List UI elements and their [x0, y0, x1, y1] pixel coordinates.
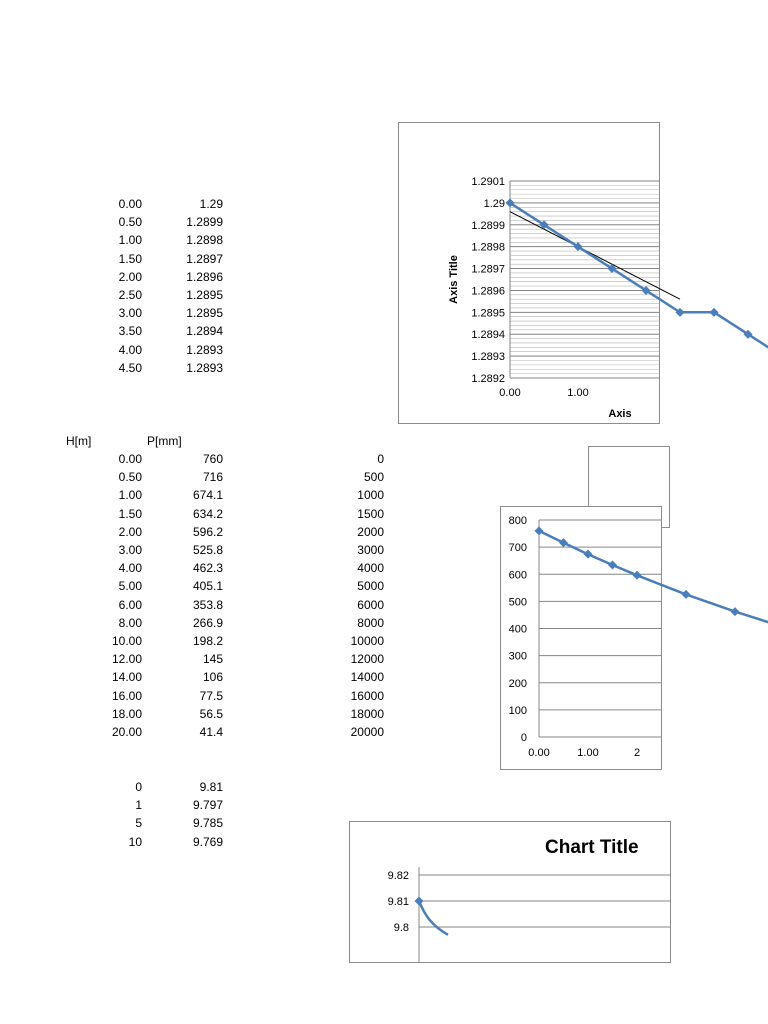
table1-h-cell: 0.50 [118, 215, 142, 230]
table2-h-cell: 8.00 [118, 615, 142, 630]
chart-2-frame[interactable] [500, 506, 662, 770]
chart-3 [350, 822, 670, 962]
table2-p-cell: 56.5 [199, 706, 223, 721]
table1-value-cell: 1.2898 [186, 233, 223, 248]
table1-h-cell: 4.50 [118, 360, 142, 375]
table3-x-cell: 0 [135, 780, 142, 794]
table1-value-cell: 1.2894 [186, 324, 223, 339]
y-tick-label: 1.2899 [471, 219, 505, 232]
data-point [535, 526, 544, 535]
table1-h-cell: 1.00 [118, 233, 142, 248]
table2-h-cell: 6.00 [118, 597, 142, 612]
table2-p-cell: 674.1 [192, 488, 223, 503]
table2-meters-cell: 6000 [357, 597, 384, 612]
table2-h-cell: 10.00 [111, 634, 142, 648]
y-tick-label: 800 [508, 515, 527, 527]
table2-meters-cell: 500 [363, 470, 384, 485]
y-tick-label: 1.2896 [471, 285, 505, 298]
chart-title: Chart Title [545, 837, 639, 858]
table2-p-cell: 596.2 [192, 524, 223, 539]
table2-meters-cell: 1500 [357, 506, 384, 521]
y-tick-label: 9.8 [393, 922, 409, 934]
y-tick-label: 1.2898 [471, 241, 505, 254]
x-tick-label: 0.00 [499, 387, 521, 399]
table2-p-cell: 266.9 [192, 615, 223, 630]
y-tick-label: 1.2892 [471, 373, 505, 385]
table1-value-cell: 1.2893 [186, 342, 223, 357]
y-tick-label: 500 [508, 596, 527, 609]
table1-value-cell: 1.2899 [186, 215, 223, 230]
table2-meters-cell: 5000 [357, 579, 384, 594]
y-tick-label: 600 [508, 569, 527, 582]
table2-h-cell: 5.00 [118, 579, 142, 594]
y-tick-label: 1.2893 [471, 351, 505, 364]
table2-h-cell: 16.00 [111, 688, 142, 703]
table2-p-cell: 198.2 [192, 634, 223, 648]
table2-p-cell: 106 [202, 670, 223, 685]
data-point [633, 571, 642, 580]
table1-value-cell: 1.29 [199, 197, 223, 211]
table1-h-cell: 3.50 [118, 324, 142, 339]
table1-value-cell: 1.2895 [186, 288, 223, 302]
table2-meters-cell: 10000 [350, 634, 384, 648]
table3-g-cell: 9.797 [192, 798, 223, 813]
table1-value-cell: 1.2895 [186, 306, 223, 321]
header-h: H[m] [66, 434, 92, 448]
y-axis-title: Axis Title [448, 255, 460, 304]
table2-p-cell: 41.4 [199, 725, 223, 739]
table1-h-cell: 2.50 [118, 288, 142, 302]
x-axis-title: Axis [608, 408, 632, 420]
y-tick-label: 700 [508, 542, 527, 555]
table2-meters-cell: 3000 [357, 543, 384, 557]
table2-h-cell: 2.00 [118, 524, 142, 539]
table2-h-cell: 3.00 [118, 543, 142, 557]
table2-h-cell: 0.00 [118, 452, 142, 466]
y-tick-label: 1.2901 [471, 176, 505, 188]
header-p: P[mm] [147, 434, 182, 448]
data-point [415, 897, 424, 906]
table1-value-cell: 1.2893 [186, 360, 223, 375]
table3-x-cell: 1 [135, 798, 142, 813]
table2-h-cell: 0.50 [118, 470, 142, 485]
y-tick-label: 1.2894 [471, 329, 505, 342]
table2-h-cell: 4.00 [118, 561, 142, 576]
y-tick-label: 100 [508, 704, 527, 717]
y-tick-label: 9.82 [387, 870, 409, 882]
table1-h-cell: 1.50 [118, 251, 142, 266]
table2-h-cell: 12.00 [111, 652, 142, 667]
table2-h-cell: 20.00 [111, 725, 142, 739]
table2-h-cell: 14.00 [111, 670, 142, 685]
table2-p-cell: 760 [202, 452, 223, 466]
table2-p-cell: 353.8 [192, 597, 223, 612]
table1-h-cell: 4.00 [118, 342, 142, 357]
table2-meters-cell: 12000 [350, 652, 384, 667]
table3-g-cell: 9.785 [192, 816, 223, 831]
x-tick-label: 0.00 [528, 747, 550, 759]
table2-meters-cell: 8000 [357, 615, 384, 630]
table2-p-cell: 405.1 [192, 579, 223, 594]
series-line [419, 901, 448, 935]
x-tick-label: 2 [633, 747, 641, 759]
table3-x-cell: 5 [135, 816, 142, 831]
y-tick-label: 1.2895 [471, 307, 505, 320]
table2-meters-cell: 14000 [350, 670, 384, 685]
table2-h-cell: 18.00 [111, 706, 142, 721]
chart-1 [399, 123, 659, 423]
y-tick-label: 0 [520, 732, 527, 744]
table1-value-cell: 1.2896 [186, 269, 223, 284]
table2-meters-cell: 2000 [357, 524, 384, 539]
chart-2 [501, 507, 661, 769]
y-tick-label: 9.81 [387, 896, 409, 908]
table3-g-cell: 9.769 [192, 834, 223, 849]
table1-h-cell: 3.00 [118, 306, 142, 321]
table2-meters-cell: 1000 [357, 488, 384, 503]
table2-p-cell: 77.5 [199, 688, 223, 703]
chart-1-frame[interactable] [398, 122, 660, 424]
y-tick-label: 1.2897 [471, 263, 505, 276]
table1-h-cell: 2.00 [118, 269, 142, 284]
table1-h-cell: 0.00 [118, 197, 142, 211]
table1-value-cell: 1.2897 [186, 251, 223, 266]
chart-3-frame[interactable] [349, 821, 671, 963]
x-tick-label: 1.00 [577, 747, 599, 759]
table3-x-cell: 10 [128, 834, 142, 849]
y-tick-label: 1.29 [483, 197, 505, 210]
table3-g-cell: 9.81 [199, 780, 223, 794]
data-point [608, 560, 617, 569]
table2-p-cell: 634.2 [192, 506, 223, 521]
y-tick-label: 400 [508, 623, 527, 636]
series-line [510, 203, 768, 356]
table2-p-cell: 462.3 [192, 561, 223, 576]
y-tick-label: 200 [508, 677, 527, 690]
table2-h-cell: 1.50 [118, 506, 142, 521]
table2-meters-cell: 4000 [357, 561, 384, 576]
data-point [584, 550, 593, 559]
y-tick-label: 300 [508, 650, 527, 663]
table2-p-cell: 525.8 [192, 543, 223, 557]
table2-meters-cell: 20000 [350, 725, 384, 739]
table2-meters-cell: 16000 [350, 688, 384, 703]
data-point [682, 590, 691, 599]
x-tick-label: 1.00 [567, 387, 589, 399]
data-point [731, 607, 740, 616]
table2-meters-cell: 0 [377, 452, 384, 466]
table2-meters-cell: 18000 [350, 706, 384, 721]
table2-p-cell: 716 [202, 470, 223, 485]
table2-p-cell: 145 [202, 652, 223, 667]
data-point [559, 538, 568, 547]
table2-h-cell: 1.00 [118, 488, 142, 503]
